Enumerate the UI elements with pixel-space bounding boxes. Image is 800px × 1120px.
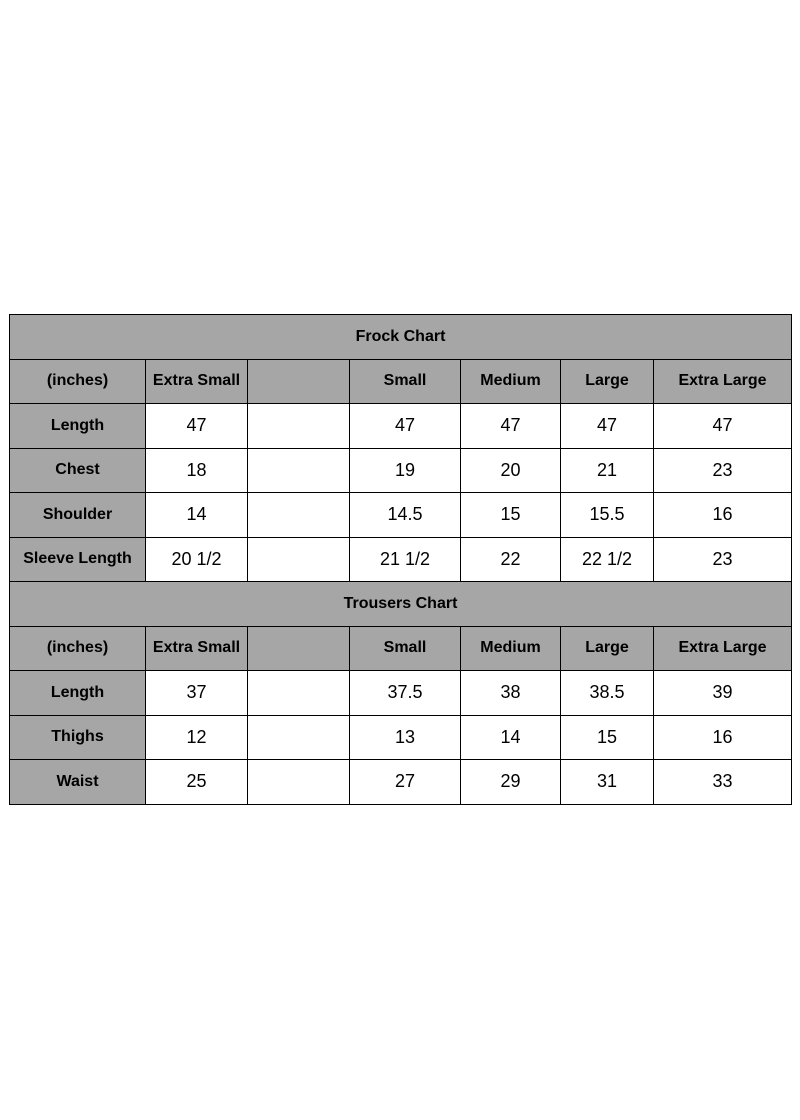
measurement-cell: 13 <box>350 715 461 760</box>
measurement-cell: 14 <box>146 493 248 538</box>
measurement-cell: 23 <box>654 448 792 493</box>
row-label: Chest <box>10 448 146 493</box>
measurement-cell: 21 1/2 <box>350 537 461 582</box>
measurement-cell: 22 1/2 <box>561 537 654 582</box>
measurement-cell: 38 <box>461 671 561 716</box>
measurement-cell: 15.5 <box>561 493 654 538</box>
measurement-cell: 19 <box>350 448 461 493</box>
measurement-cell: 47 <box>461 404 561 449</box>
measurement-cell: 18 <box>146 448 248 493</box>
frock-chart-header-row <box>10 359 792 404</box>
measurement-cell: 16 <box>654 493 792 538</box>
column-header: Extra Large <box>654 626 792 671</box>
row-label: Thighs <box>10 715 146 760</box>
column-header: Medium <box>461 626 561 671</box>
measurement-cell: 33 <box>654 760 792 805</box>
measurement-cell <box>248 671 350 716</box>
trousers-chart-header-row <box>10 626 792 671</box>
table-row <box>10 404 792 449</box>
measurement-cell <box>248 760 350 805</box>
column-header: (inches) <box>10 359 146 404</box>
measurement-cell: 47 <box>350 404 461 449</box>
measurement-cell <box>248 448 350 493</box>
measurement-cell: 20 <box>461 448 561 493</box>
column-header: Extra Small <box>146 359 248 404</box>
measurement-cell: 16 <box>654 715 792 760</box>
table-row <box>10 760 792 805</box>
measurement-cell <box>248 537 350 582</box>
table-row <box>10 493 792 538</box>
column-header: Extra Large <box>654 359 792 404</box>
measurement-cell: 38.5 <box>561 671 654 716</box>
measurement-cell: 25 <box>146 760 248 805</box>
trousers-chart-title: Trousers Chart <box>10 582 792 627</box>
measurement-cell: 27 <box>350 760 461 805</box>
measurement-cell: 14 <box>461 715 561 760</box>
table-row <box>10 448 792 493</box>
table-row <box>10 671 792 716</box>
table-row <box>10 537 792 582</box>
column-header <box>248 626 350 671</box>
column-header: Medium <box>461 359 561 404</box>
measurement-cell: 20 1/2 <box>146 537 248 582</box>
measurement-cell: 15 <box>561 715 654 760</box>
measurement-cell: 12 <box>146 715 248 760</box>
column-header: Large <box>561 359 654 404</box>
column-header: Large <box>561 626 654 671</box>
column-header: Extra Small <box>146 626 248 671</box>
frock-chart-title-row <box>10 315 792 360</box>
trousers-chart-title-row <box>10 582 792 627</box>
measurement-cell <box>248 404 350 449</box>
measurement-cell: 29 <box>461 760 561 805</box>
measurement-cell: 39 <box>654 671 792 716</box>
measurement-cell: 31 <box>561 760 654 805</box>
column-header: Small <box>350 359 461 404</box>
measurement-cell: 47 <box>654 404 792 449</box>
row-label: Length <box>10 671 146 716</box>
measurement-cell: 21 <box>561 448 654 493</box>
row-label: Shoulder <box>10 493 146 538</box>
column-header: Small <box>350 626 461 671</box>
size-chart-table <box>9 314 792 805</box>
measurement-cell <box>248 493 350 538</box>
column-header <box>248 359 350 404</box>
measurement-cell: 15 <box>461 493 561 538</box>
column-header: (inches) <box>10 626 146 671</box>
row-label: Waist <box>10 760 146 805</box>
frock-chart-title: Frock Chart <box>10 315 792 360</box>
measurement-cell: 37.5 <box>350 671 461 716</box>
table-row <box>10 715 792 760</box>
measurement-cell <box>248 715 350 760</box>
measurement-cell: 23 <box>654 537 792 582</box>
row-label: Length <box>10 404 146 449</box>
measurement-cell: 47 <box>146 404 248 449</box>
measurement-cell: 47 <box>561 404 654 449</box>
measurement-cell: 22 <box>461 537 561 582</box>
measurement-cell: 37 <box>146 671 248 716</box>
measurement-cell: 14.5 <box>350 493 461 538</box>
row-label: Sleeve Length <box>10 537 146 582</box>
